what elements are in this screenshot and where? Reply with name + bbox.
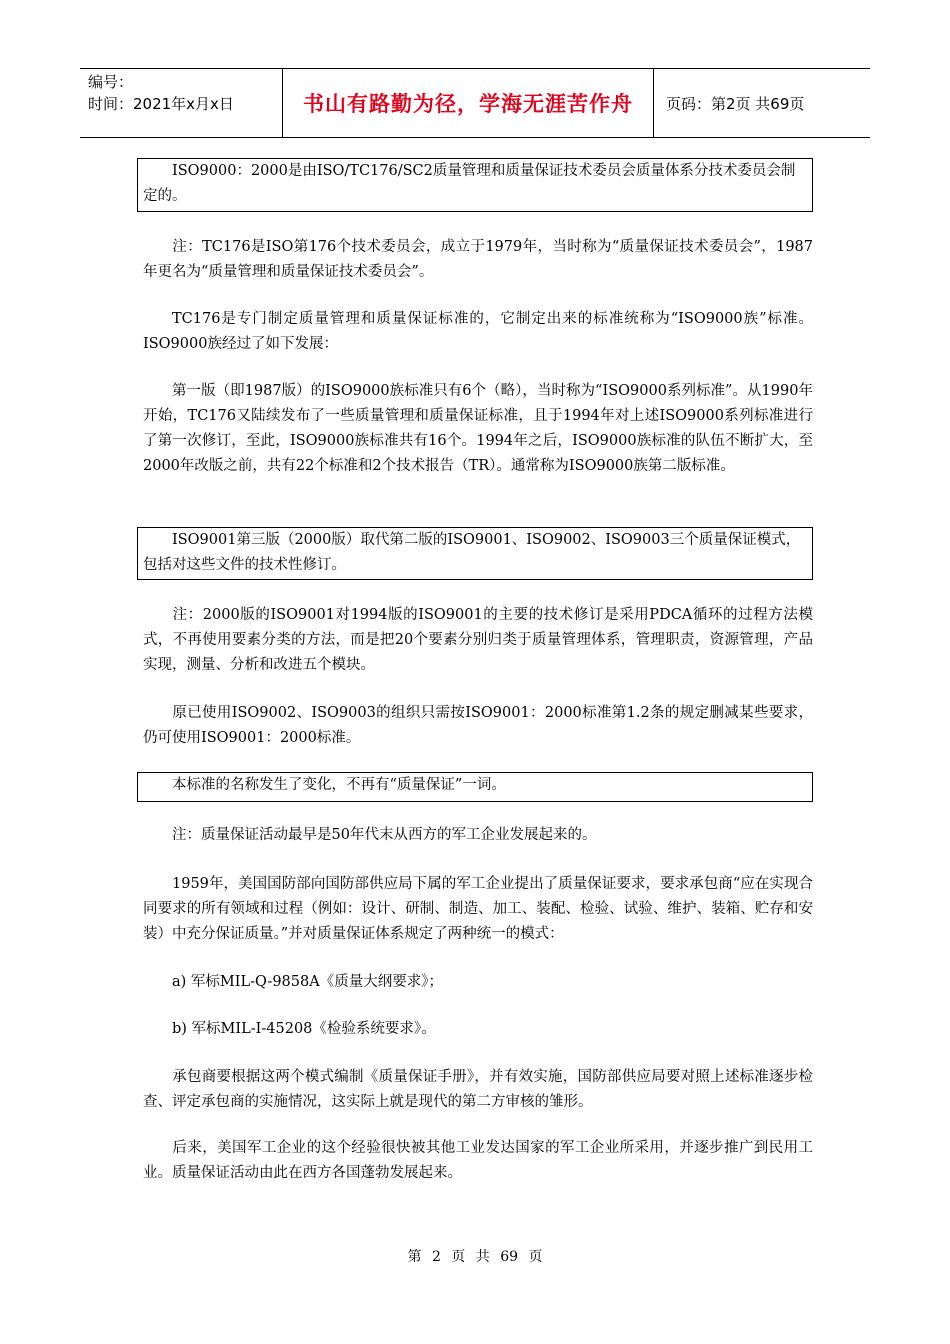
header-left-cell — [80, 69, 282, 137]
header-page-cell — [654, 69, 870, 137]
list-item-a: a) 军标MIL-Q-9858A《质量大纲要求》； — [172, 974, 443, 990]
paragraph-4: 注：2000版的ISO9001对1994版的ISO9001的主要的技术修订是采用PDCA循环的过程方法模式，不再使用要素分类的方法，而是把20个要素分别归类于质量管理体系，管理职责，资源管理，产品实现，测量、分析和改进五个模块。 — [143, 607, 813, 673]
paragraph-2: TC176是专门制定质量管理和质量保证标准的，它制定出来的标准统称为“ISO9000族”标准。ISO9000族经过了如下发展： — [143, 311, 813, 352]
page-header — [80, 68, 870, 138]
motto-text: 书山有路勤为径，学海无涯苦作舟 — [303, 92, 633, 116]
boxed-note-1 — [137, 158, 813, 212]
list-item-b: b) 军标MIL-I-45208《检验系统要求》。 — [172, 1021, 436, 1037]
paragraph-5: 原已使用ISO9002、ISO9003的组织只需按ISO9001：2000标准第1.2条的规定删减某些要求，仍可使用ISO9001：2000标准。 — [143, 705, 813, 746]
paragraph-9: 后来，美国军工企业的这个经验很快被其他工业发达国家的军工企业所采用，并逐步推广到民用工业。质量保证活动由此在西方各国蓬勃发展起来。 — [143, 1140, 813, 1181]
paragraph-6: 注：质量保证活动最早是50年代末从西方的军工企业发展起来的。 — [172, 827, 597, 843]
boxed-note-3-text: 本标准的名称发生了变化，不再有“质量保证”一词。 — [172, 777, 506, 793]
page-footer: 第 2 页 共 69 页 — [407, 1249, 543, 1265]
boxed-note-2 — [137, 527, 813, 580]
paragraph-8: 承包商要根据这两个模式编制《质量保证手册》，并有效实施，国防部供应局要对照上述标准逐步检查、评定承包商的实施情况，这实际上就是现代的第二方审核的雏形。 — [143, 1069, 813, 1110]
boxed-note-1-text: ISO9000：2000是由ISO/TC176/SC2质量管理和质量保证技术委员会质量体系分技术委员会制定的。 — [143, 163, 796, 204]
header-motto-cell — [282, 69, 654, 137]
paragraph-1: 注：TC176是ISO第176个技术委员会，成立于1979年，当时称为“质量保证技术委员会”，1987年更名为“质量管理和质量保证技术委员会”。 — [143, 239, 813, 280]
paragraph-3: 第一版（即1987版）的ISO9000族标准只有6个（略），当时称为“ISO9000系列标准”。从1990年开始，TC176又陆续发布了一些质量管理和质量保证标准，且于1994年对上述ISO9000系列标准进行了第一次修订，至此，ISO9000族标准共有16个。1994年之后，ISO9000族标准的队伍不断扩大，至2000年改版之前，共有22个标准和2个技术报告（TR）。通常称为ISO9000族第二版标准。 — [143, 383, 813, 474]
page-info: 页码：第2页 共69页 — [666, 94, 805, 113]
paragraph-7: 1959年，美国国防部向国防部供应局下属的军工企业提出了质量保证要求，要求承包商“应在实现合同要求的所有领域和过程（例如：设计、研制、制造、加工、装配、检验、试验、维护、装箱、贮存和安装）中充分保证质量。”并对质量保证体系规定了两种统一的模式： — [143, 876, 813, 942]
boxed-note-3 — [137, 772, 813, 802]
date-line: 时间：2021年x月x日 — [88, 95, 234, 113]
number-label: 编号： — [88, 73, 134, 91]
boxed-note-2-text: ISO9001第三版（2000版）取代第二版的ISO9001、ISO9002、ISO9003三个质量保证模式，包括对这些文件的技术性修订。 — [143, 532, 801, 573]
